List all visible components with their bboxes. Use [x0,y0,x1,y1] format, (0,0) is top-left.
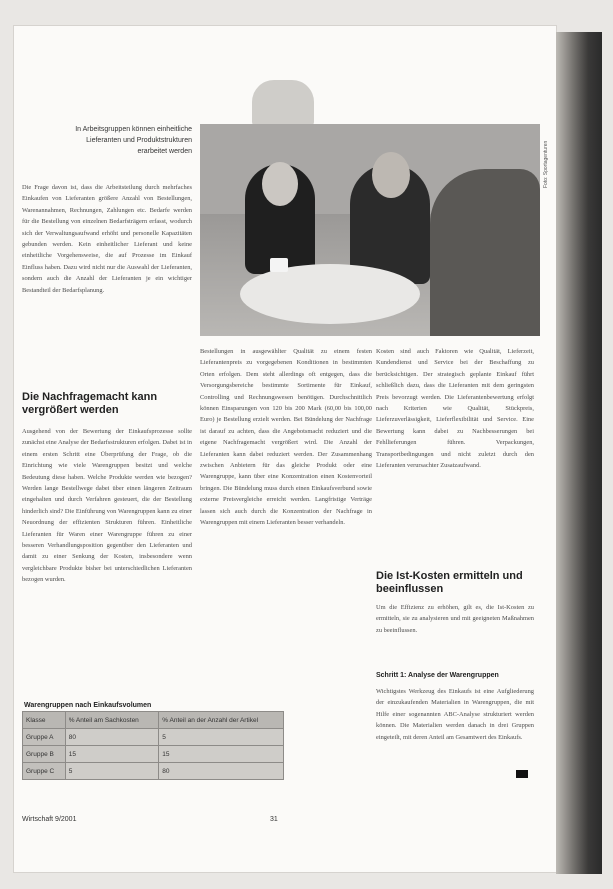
section-heading-ist-kosten: Die Ist-Kosten ermitteln und beeinflussen [376,570,523,595]
book-spine [556,32,602,874]
paragraph: Die Frage davon ist, dass die Arbeitsteilung durch mehrfaches Einkaufen von Lieferanten größere Anzahl von Bestellungen, Warenannahmen, Rechnungen, Zahlungen etc. Bedarfe werden für die Bestellung von einzelnen Bedarfsträgern erfasst, wodurch sich der Verwaltungsaufwand erhöht und personelle Kapazitäten gebunden werden. Kein einheitlicher Lieferant und keine einheitliche Vorgehensweise, die auf Prozesse im Einkauf Einfluss haben. Dazu wird nicht nur die Auswahl der Lieferanten, sondern auch die Anzahl der Lieferanten je ein wichtiger Bestandteil der Bedarfsplanung. [22,184,192,294]
photo-credit: Foto: Sportagenturen [543,140,549,188]
table-header: % Anteil am Sachkosten [65,712,159,729]
paragraph: Kosten sind auch Faktoren wie Qualität, Lieferzeit, Kundendienst und Service bei der Beschaffung zu berücksichtigen. Der strategisch geplante Einkauf führt schließlich dazu, dass die Lieferanten mit dem geringsten Preis bevorzugt werden. Die Lieferantenbewertung erfolgt nach Kriterien wie Qualität, Stückpreis, Lieferzuverlässigkeit, Lieferflexibilität und Service. Eine Bewertung kann dabei zu Nachbesserungen bei Fehllieferungen führen. Verpackungen, Transportbedingungen und nicht zuletzt durch den Lieferanten verursachter Zusatzaufwand. [376,348,534,470]
table-cell: Gruppe A [23,729,66,746]
table-cell: 5 [65,763,159,780]
paragraph: Bestellungen in ausgewählter Qualität zu einem festen Lieferantenpreis zu vorgegebenen Konditionen in bestimmten Orten erfolgen. Dem steht allerdings oft entgegen, dass die Versorgungsbereiche bestimmte Sortimente für Einkauf, Controlling und Rechnungswesen benötigen. Durchschnittlich können Einsparungen von 120 bis 200 Mark (60,00 bis 100,00 Euro) je Bestellung erzielt werden. Bei Bündelung der Nachfrage ist darauf zu achten, dass die Angebotsmacht reduziert und die eigene Nachfragemacht vergrößert wird. Die Anzahl der Lieferanten kann dabei reduziert werden. Der Zusammenhang zwischen Anbietern für das gleiche Produkt oder eine Warengruppe, kann über eine Konzentration einen Kostenvorteil bringen. Die Bündelung muss durch einen Einkaufsverbund sowie externe Preisvergleiche erreicht werden. Langfristige Verträge lassen sich auch durch die Konzentration der Nachfrage in Warengruppen mit einem Lieferanten besser verhandeln. [200,348,372,527]
table-cell: Gruppe B [23,746,66,763]
table-header: Klasse [23,712,66,729]
table-header-row [23,712,284,729]
table-caption: Warengruppen nach Einkaufsvolumen [24,702,152,709]
paragraph: Um die Effizienz zu erhöhen, gilt es, die Ist-Kosten zu ermitteln, sie zu analysieren und mit geeigneten Maßnahmen zu beeinflussen. [376,604,534,634]
table-cell: 5 [159,729,284,746]
paragraph: Wichtigstes Werkzeug des Einkaufs ist eine Aufgliederung der einzukaufenden Materialien in Warengruppen, die mit Hilfe einer sogenannten ABC-Analyse strukturiert werden können. Die Materialien werden danach in drei Gruppen eingeteilt, mit deren Anteil am Gesamtwert des Einkaufs. [376,688,534,741]
warengruppen-table [22,702,284,780]
table-cell: 80 [65,729,159,746]
section-heading-nachfragemacht: Die Nachfragemacht kann vergrößert werden [22,391,158,416]
table-cell: Gruppe C [23,763,66,780]
photo-caption: In Arbeitsgruppen können einheitliche Lieferanten und Produktstrukturen erarbeitet werden [75,126,192,155]
paragraph: Ausgehend von der Bewertung der Einkaufsprozesse sollte zunächst eine Analyse der Bedarfsstrukturen erfolgen. Dabei ist in einem ersten Schritt eine Überprüfung der Frage, ob die Einrichtung wie viele Warengruppen besitzt und welche Bedeutung diese haben. Welche Produkte werden wie bezogen? Werden lange Bestellwege dabei über einen längeren Zeitraum eingehalten und durch Verfahren gesteuert, die der Bestellung hinderlich sind? Die Einführung von Warengruppen kann zu einer Neuordnung der effizienten Strukturen führen. Einheitliche Lieferanten für Waren einer Warengruppe führen zu einer besseren Verhandlungsposition gegenüber den Lieferanten und damit zu einer Senkung der Kosten, insbesondere wenn vergleichbare Produkte bisher bei unterschiedlichen Lieferanten bezogen wurden. [22,428,192,584]
publication-name: Wirtschaft 9/2001 [22,816,77,823]
article-column-1-top [22,182,192,296]
page-number: 31 [270,816,278,823]
table-cell: 15 [65,746,159,763]
article-column-3-top [376,346,534,471]
article-end-mark [516,770,528,778]
table-cell: 80 [159,763,284,780]
article-column-3-bottom [376,602,534,636]
table-row [23,729,284,746]
table-row [23,763,284,780]
subheading-schritt-1: Schritt 1: Analyse der Warengruppen [376,672,499,679]
article-column-2 [200,346,372,529]
article-column-1-bottom [22,426,192,586]
table-cell: 15 [159,746,284,763]
article-column-3-end [376,686,534,743]
table-header: % Anteil an der Anzahl der Artikel [159,712,284,729]
table-row [23,746,284,763]
meeting-photo [200,124,540,336]
header-logo-mark [252,80,314,126]
